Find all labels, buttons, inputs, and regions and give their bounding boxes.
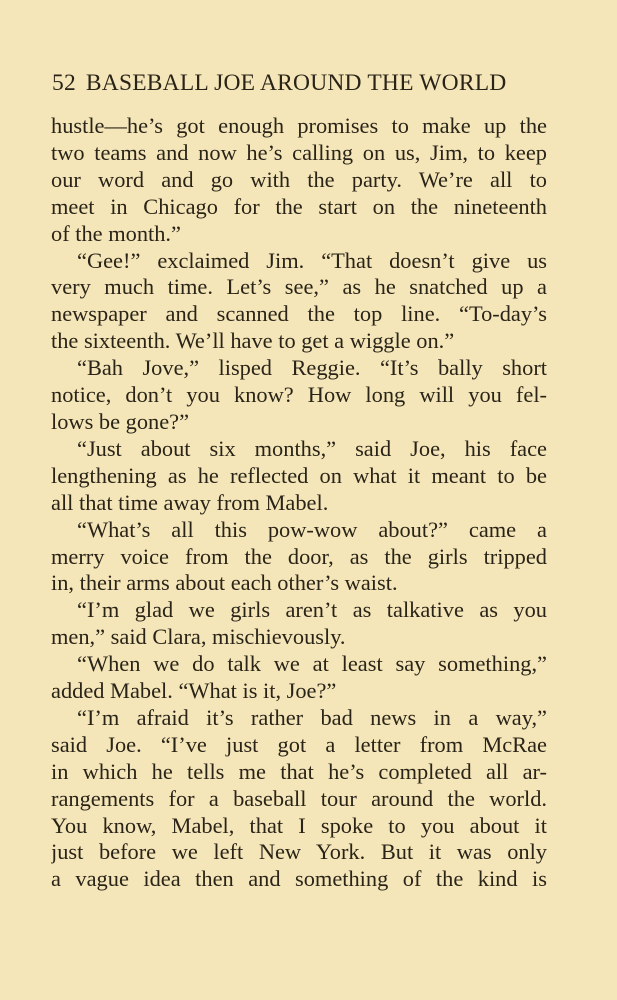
text-line: “I’m glad we girls aren’t as talkative as you	[77, 597, 547, 623]
text-line: meet in Chicago for the start on the nineteenth	[51, 193, 547, 219]
page-number: 52	[52, 70, 76, 96]
text-line: of the month.”	[51, 220, 181, 246]
text-line: “Bah Jove,” lisped Reggie. “It’s bally short	[77, 355, 547, 381]
text-line: lows be gone?”	[51, 408, 190, 434]
text-line: said Joe. “I’ve just got a letter from McRae	[51, 731, 547, 757]
text-line: in which he tells me that he’s completed all ar-	[51, 758, 547, 784]
running-head	[52, 68, 552, 98]
text-line: newspaper and scanned the top line. “To-day’s	[51, 301, 547, 327]
text-line: a vague idea then and something of the kind is	[51, 866, 547, 892]
text-line: rangements for a baseball tour around the world.	[51, 785, 547, 811]
text-line: “I’m afraid it’s rather bad news in a way,”	[77, 704, 547, 730]
text-line: just before we left New York. But it was only	[51, 839, 547, 865]
book-title: BASEBALL JOE AROUND THE WORLD	[85, 70, 507, 96]
text-line: two teams and now he’s calling on us, Jim, to keep	[51, 139, 547, 165]
text-line: notice, don’t you know? How long will you fel-	[51, 382, 547, 408]
text-line: “What’s all this pow-wow about?” came a	[77, 516, 547, 542]
text-line: “Just about six months,” said Joe, his face	[77, 435, 547, 461]
body-text	[51, 113, 547, 893]
text-line: our word and go with the party. We’re all to	[51, 166, 547, 192]
text-line: men,” said Clara, mischievously.	[51, 624, 346, 650]
text-line: all that time away from Mabel.	[51, 489, 329, 515]
text-line: the sixteenth. We’ll have to get a wiggle on.”	[51, 328, 455, 354]
text-line: lengthening as he reflected on what it meant to be	[51, 462, 547, 488]
text-line: merry voice from the door, as the girls tripped	[51, 543, 547, 569]
text-line: “Gee!” exclaimed Jim. “That doesn’t give us	[77, 247, 547, 273]
text-line: “When we do talk we at least say something,”	[77, 651, 547, 677]
text-line: hustle—he’s got enough promises to make up the	[51, 113, 547, 138]
text-line: very much time. Let’s see,” as he snatched up a	[51, 274, 547, 300]
text-line: added Mabel. “What is it, Joe?”	[51, 678, 337, 704]
text-line: You know, Mabel, that I spoke to you about it	[51, 812, 547, 838]
text-line: in, their arms about each other’s waist.	[51, 570, 398, 596]
